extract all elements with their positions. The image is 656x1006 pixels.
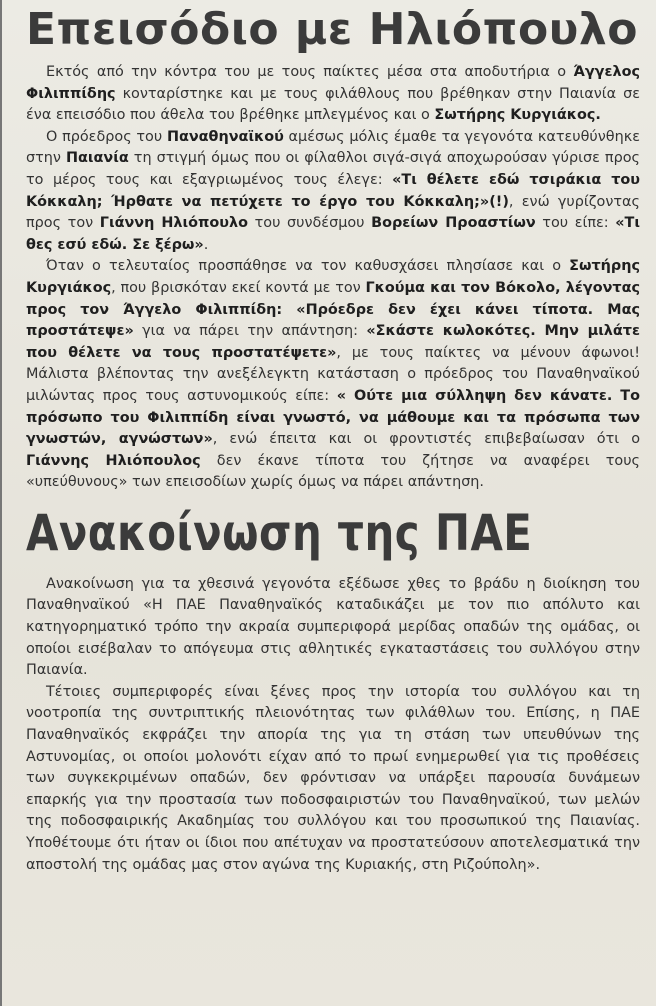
text-segment: του συνδέσμου: [247, 215, 372, 232]
text-segment: , με τους παίκτες να μένουν άφωνοι! Μάλιστα βλέποντας την ανεξέλεγκτη κατάσταση ο πρόεδρος του Παναθηναϊκού μιλώντας προς τους αστυνομικούς είπε:: [26, 344, 640, 404]
announcement-paragraph-2: Τέτοιες συμπεριφορές είναι ξένες προς την ιστορία του συλλόγου και τη νοοτροπία της συντριπτικής πλειονότητας των φιλάθλων του. Επίσης, η ΠΑΕ Παναθηναϊκός εκφράζει την απορία της για τη στάση των υπευθύνων της Αστυνομίας, οι οποίοι μολονότι είχαν από το πρωί ενημερωθεί για τις προθέσεις των συγκεκριμένων οπαδών, δεν φρόντισαν να υπάρξει παρουσία δυνάμεων επαρκής για την προστασία των ποδοσφαιριστών του Παναθηναϊκού, των μελών της ποδοσφαιρικής Ακαδημίας του συλλόγου και του προσωπικού της Παιανίας. Υποθέτουμε ότι ήταν οι ίδιοι που απέτυχαν να προστατεύσουν αποτελεσματικά την αποστολή της ομάδας μας στον αγώνα της Κυριακής, στη Ριζούπολη».: [26, 683, 640, 873]
bold-segment: Βορείων Προαστίων: [371, 215, 536, 232]
paragraph-2: [26, 127, 640, 257]
bold-segment: Γκούμα και τον Βόκολο, λέγοντας προς τον Άγγελο Φιλιππίδη: «Πρόεδρε δεν έχει κάνει τίποτα. Μας προστάτεψε»: [26, 279, 640, 340]
bold-segment: «Τι θες εσύ εδώ. Σε ξέρω»: [26, 215, 640, 253]
text-segment: Ο πρόεδρος του: [46, 128, 167, 145]
article-ilipoulos-incident: [26, 0, 640, 494]
bold-segment: Σωτήρης Κυργιάκος: [26, 258, 640, 296]
article-pae-announcement: [26, 500, 640, 876]
text-segment: .: [203, 236, 209, 253]
paragraph-3: [26, 256, 640, 494]
bold-segment: Παναθηναϊκού: [166, 128, 284, 145]
text-segment: δεν έκανε τίποτα του ζήτησε να αναφέρει τους «υπεύθυνους» των επεισοδίων χωρίς όμως να πάρει απάντηση.: [26, 452, 640, 491]
text-segment: Εκτός από την κόντρα του με τους παίκτες μέσα στα αποδυτήρια ο: [46, 64, 574, 80]
text-segment: τη στιγμή όμως που οι φίλαθλοι σιγά-σιγά αποχωρούσαν γύρισε προς το μέρος τους και εξαγριωμένος τους έλεγε:: [26, 150, 640, 188]
bold-segment: Παιανία: [66, 150, 129, 167]
text-segment: , ενώ έπειτα και οι φροντιστές επιβεβαίωσαν ότι ο: [212, 431, 640, 448]
text-segment: αμέσως μόλις έμαθε τα γεγονότα κατευθύνθηκε στην: [26, 128, 640, 167]
bold-segment: Σωτήρης Κυργιάκος.: [434, 107, 601, 124]
text-segment: , ενώ γυρίζοντας προς τον: [26, 193, 640, 232]
text-segment: του είπε:: [535, 215, 616, 232]
bold-segment: «Τι θέλετε εδώ τσιράκια του Κόκκαλη; Ήρθατε να πετύχετε το έργο του Κόκκαλη;»(!): [26, 171, 640, 210]
text-segment: για να πάρει την απάντηση:: [133, 323, 367, 340]
headline-announcement: Ανακοίνωση της ΠΑΕ: [26, 503, 533, 562]
paragraph-1: [26, 62, 640, 127]
headline-incident: Επεισόδιο με Ηλιόπουλο: [26, 4, 638, 55]
text-segment: Όταν ο τελευταίος προσπάθησε να τον καθυσχάσει πλησίασε και ο: [46, 258, 570, 275]
text-segment: κονταρίστηκε και με τους φιλάθλους που βρέθηκαν στην Παιανία σε ένα επεισόδιο που άθελα του βρέθηκε μπλεγμένος και ο: [26, 85, 640, 124]
bold-segment: Γιάννης Ηλιόπουλος: [26, 452, 201, 469]
announcement-paragraph-1: Ανακοίνωση για τα χθεσινά γεγονότα εξέδωσε χθες το βράδυ η διοίκηση του Παναθηναϊκού «Η ΠΑΕ Παναθηναϊκός καταδικάζει με τον πιο απόλυτο και κατηγορηματικό τρόπο την ακραία συμπεριφορά μερίδας οπαδών της ομάδας, οι οποίοι εισέβαλαν το απόγευμα στις αθλητικές εγκαταστάσεις του συλλόγου στην Παιανία.: [26, 575, 640, 679]
text-segment: , που βρισκόταν εκεί κοντά με τον: [111, 279, 366, 296]
bold-segment: «Σκάστε κωλοκότες. Μην μιλάτε που θέλετε να τους προστατέψετε»: [26, 323, 640, 361]
bold-segment: « Ούτε μια σύλληψη δεν κάνατε. Το πρόσωπο του Φιλιππίδη είναι γνωστό, να μάθουμε και τα πρόσωπα των γνωστών, αγνώστων»: [26, 387, 640, 448]
bold-segment: Γιάννη Ηλιόπουλο: [99, 215, 248, 232]
bold-segment: Άγγελος Φιλιππίδης: [26, 64, 640, 102]
